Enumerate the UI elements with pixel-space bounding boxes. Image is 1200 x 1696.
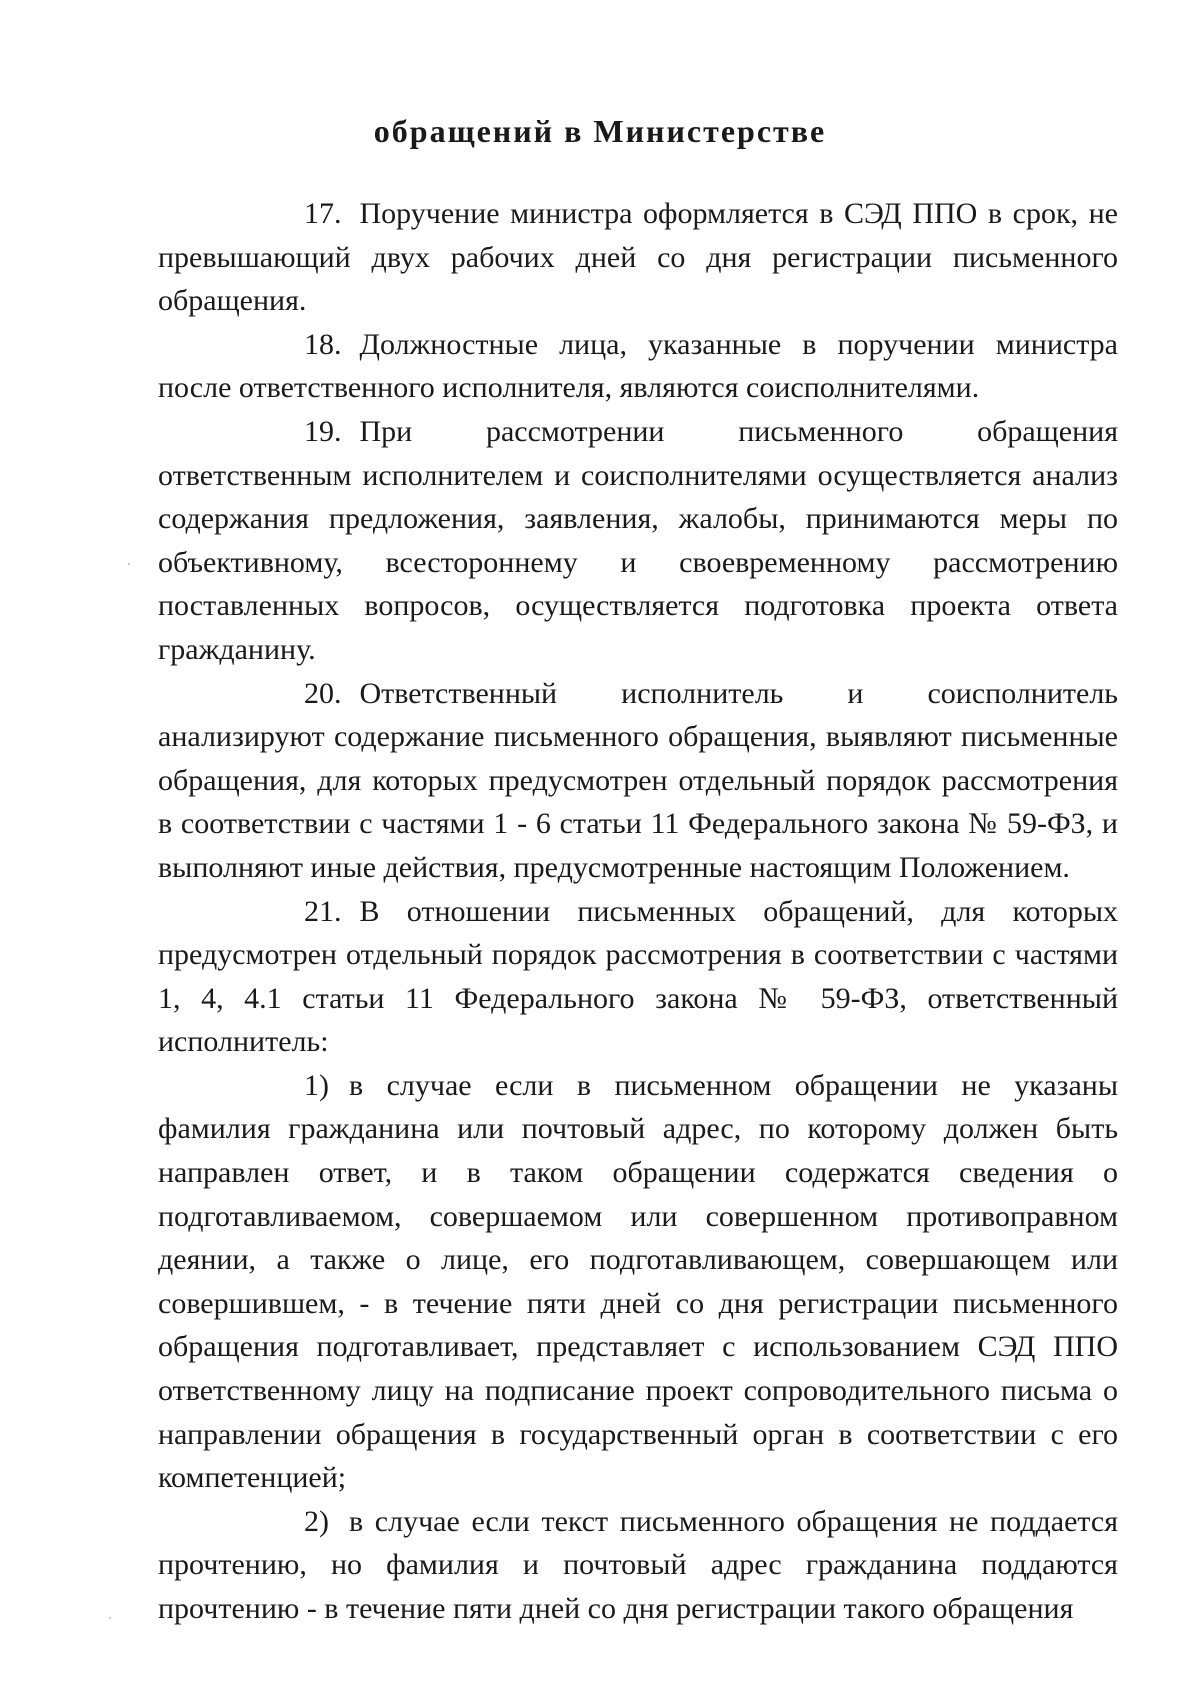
section-heading: обращений в Министерстве	[373, 113, 827, 149]
paragraph-text: Ответственный исполнитель и соисполнитель анализируют содержание письменного обращения, выявляют письменные обращения, для которых предусмотрен отдельный порядок рассмотрения в соответствии с частями 1 - 6 статьи 11 Федерального закона № 59-ФЗ, и выполняют иные действия, предусмотренные настоящим Положением.	[158, 676, 1118, 884]
subitem-number: 1)	[304, 1068, 329, 1102]
scan-artifact-dot	[109, 1617, 111, 1619]
paragraph-number: 17.	[304, 197, 342, 230]
paragraph-number: 21.	[304, 894, 342, 928]
paragraph-text: В отношении письменных обращений, для которых предусмотрен отдельный порядок рассмотрения в соответствии с частями 1, 4, 4.1 статьи 11 Федерального закона № 59-ФЗ, ответственный исполнитель:	[158, 894, 1118, 1059]
paragraph-17	[158, 192, 1118, 323]
paragraph-number: 19.	[304, 414, 342, 448]
paragraph-19	[158, 410, 1118, 672]
subitem-1	[158, 1064, 1118, 1500]
paragraph-text: Поручение министра оформляется в СЭД ППО в срок, не превышающий двух рабочих дней со дня регистрации письменного обращения.	[158, 197, 1118, 318]
paragraph-number: 18.	[304, 327, 342, 361]
paragraph-18	[158, 323, 1118, 410]
paragraph-text: Должностные лица, указанные в поручении министра после ответственного исполнителя, являются соисполнителями.	[158, 327, 1118, 405]
paragraph-20	[158, 672, 1118, 890]
subitem-text: в случае если в письменном обращении не указаны фамилия гражданина или почтовый адрес, по которому должен быть направлен ответ, и в таком обращении содержатся сведения о подготавливаемом, совершаемом или совершенном противоправном деянии, а также о лице, его подготавливающем, совершающем или совершившем, - в течение пяти дней со дня регистрации письменного обращения подготавливает, представляет с использованием СЭД ППО ответственному лицу на подписание проект сопроводительного письма о направлении обращения в государственный орган в соответствии с его компетенцией;	[158, 1068, 1118, 1495]
paragraph-text: При рассмотрении письменного обращения ответственным исполнителем и соисполнителями осуществляется анализ содержания предложения, заявления, жалобы, принимаются меры по объективному, всестороннему и своевременному рассмотрению поставленных вопросов, осуществляется подготовка проекта ответа гражданину.	[158, 414, 1118, 666]
subitem-2	[158, 1500, 1118, 1631]
subitem-number: 2)	[304, 1504, 329, 1538]
paragraph-number: 20.	[304, 676, 342, 710]
paragraph-21	[158, 890, 1118, 1064]
subitem-text: в случае если текст письменного обращения не поддается прочтению, но фамилия и почтовый адрес гражданина поддаются прочтению - в течение пяти дней со дня регистрации такого обращения	[158, 1504, 1118, 1625]
document-body	[158, 192, 1118, 1631]
scan-artifact-dot	[128, 563, 130, 565]
